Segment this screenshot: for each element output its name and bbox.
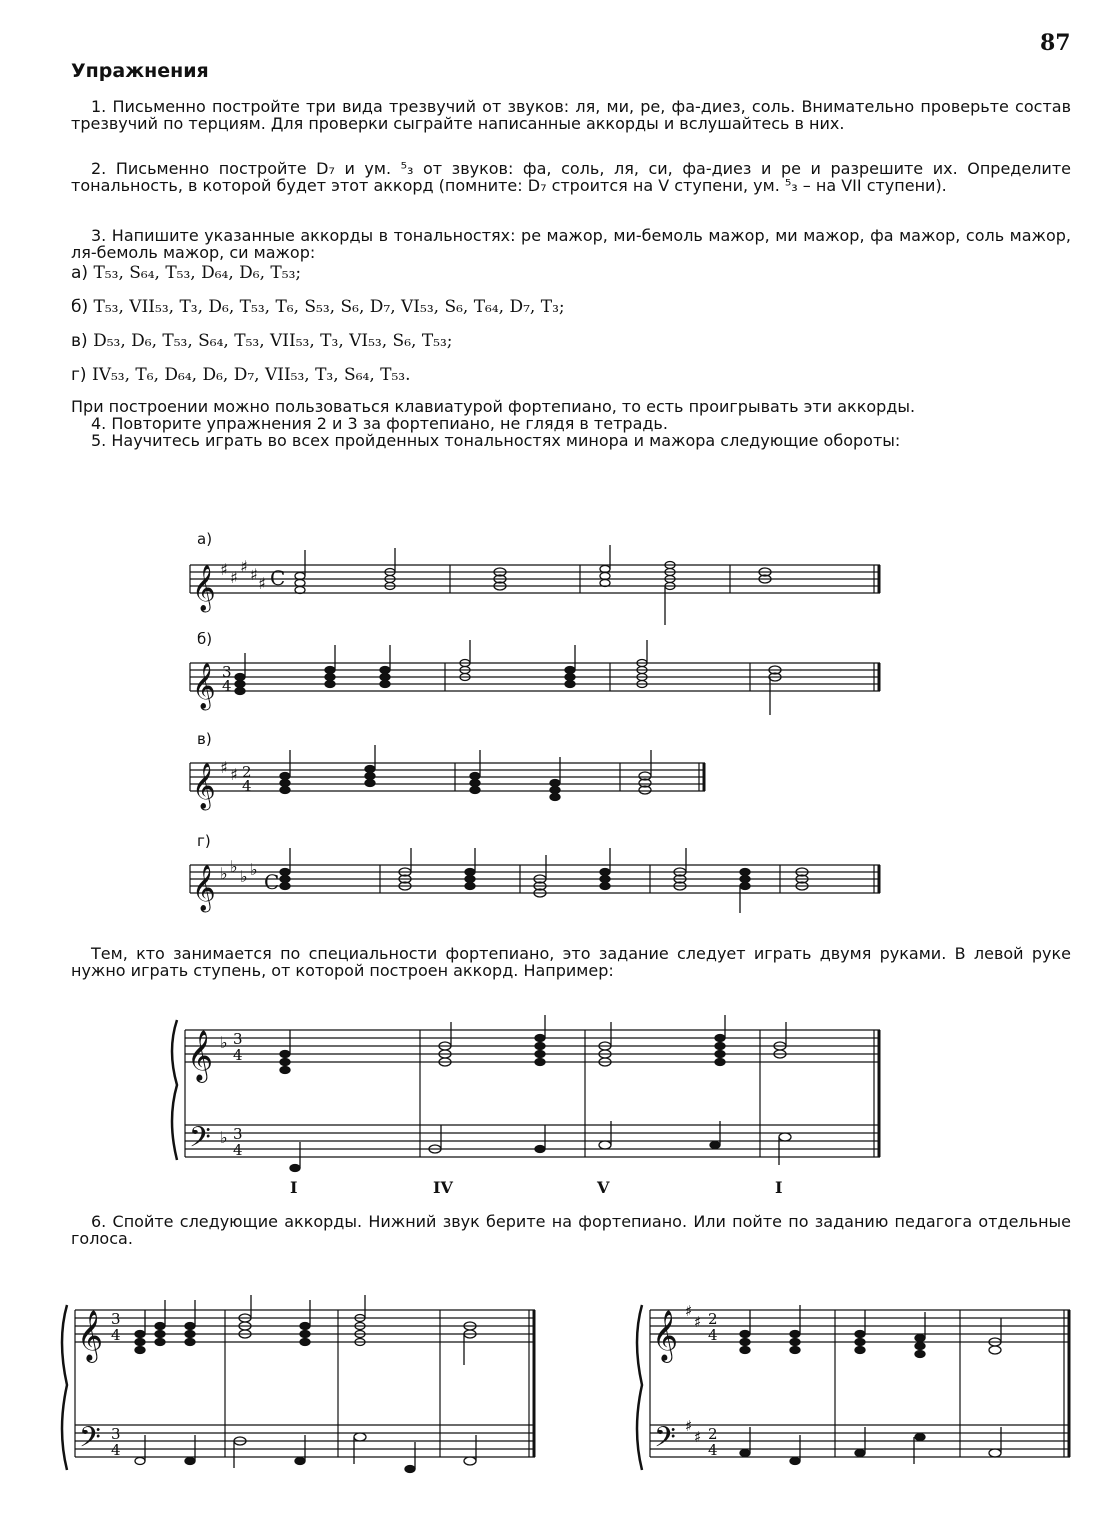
- chord-row-label: б): [71, 297, 89, 317]
- time-signature: 4: [233, 1046, 243, 1064]
- page-number: 87: [1040, 30, 1071, 56]
- treble-clef-icon: 𝄞: [192, 865, 216, 911]
- degree-label: V: [597, 1178, 610, 1197]
- treble-clef-icon: 𝄞: [192, 565, 216, 611]
- time-signature: 3: [222, 663, 232, 681]
- flat-icon: ♭: [220, 1128, 228, 1147]
- bass-clef-icon: 𝄢: [79, 1421, 101, 1461]
- sharp-icon: ♯: [230, 568, 238, 587]
- brace-icon: [172, 1020, 177, 1160]
- section-heading: Упражнения: [71, 60, 209, 82]
- time-signature: 3: [233, 1125, 243, 1143]
- chord-notes: [235, 545, 808, 913]
- flat-icon: ♭: [230, 857, 238, 876]
- time-signature-c: C: [270, 566, 286, 590]
- time-signature-c: C: [264, 870, 280, 894]
- treble-clef-icon: 𝄞: [192, 663, 216, 709]
- time-signature: 4: [111, 1441, 121, 1459]
- chord-row-label: в): [71, 331, 88, 351]
- exercise-1: 1. Письменно постройте три вида трезвучий от звуков: ля, ми, ре, фа-диез, соль. Внимательно проверьте состав трезвучий по терциям. Для проверки сыграйте написанные аккорды и вслушайтесь в них.: [71, 97, 1071, 133]
- time-signature: 4: [708, 1441, 718, 1459]
- chord-row-v: [71, 331, 453, 351]
- sharp-icon: ♯: [685, 1417, 693, 1435]
- flat-icon: ♭: [220, 864, 228, 883]
- chord-row-chords: D₅₃, D₆, T₅₃, S₆₄, T₅₃, VII₅₃, T₃, VI₅₃, S₆, T₅₃;: [93, 331, 453, 351]
- chord-row-b: [71, 297, 565, 317]
- time-signature: 4: [111, 1326, 121, 1344]
- flat-icon: ♭: [220, 1033, 228, 1052]
- singing-notes-left: [135, 1295, 476, 1473]
- time-signature: 3: [111, 1425, 121, 1443]
- chord-row-label: а): [71, 263, 89, 283]
- keyboard-note-block: [71, 398, 1071, 449]
- exercise-3: 3. Напишите указанные аккорды в тональностях: ре мажор, ми-бемоль мажор, ми мажор, фа мажор, соль мажор, ля-бемоль мажор, си мажор:: [71, 226, 1071, 262]
- music-label-a: а): [197, 530, 213, 548]
- exercise-2-block: [71, 160, 1071, 194]
- music-label-v: в): [197, 730, 212, 748]
- music-label-b: б): [197, 630, 213, 648]
- time-signature: 3: [233, 1030, 243, 1048]
- treble-clef-icon: 𝄞: [192, 763, 216, 809]
- piano-instructions-block: [71, 945, 1071, 979]
- time-signature: 2: [708, 1425, 718, 1443]
- piano-instructions: Тем, кто занимается по специальности фортепиано, это задание следует играть двумя руками. В левой руке нужно играть ступень, от которой построен аккорд. Например:: [71, 944, 1071, 980]
- degree-label: IV: [433, 1178, 453, 1197]
- flat-icon: ♭: [240, 867, 248, 886]
- time-signature: 4: [242, 777, 252, 795]
- brace-icon: [62, 1305, 67, 1470]
- singing-example-left: [55, 1290, 540, 1490]
- chord-row-chords: T₅₃, S₆₄, T₅₃, D₆₄, D₆, T₅₃;: [93, 263, 302, 283]
- sharp-icon: ♯: [250, 565, 258, 584]
- staff-a: [190, 565, 880, 593]
- sharp-icon: ♯: [258, 574, 266, 593]
- time-signature: 4: [222, 677, 232, 695]
- sharp-icon: ♯: [685, 1302, 693, 1320]
- sharp-icon: ♯: [220, 560, 228, 579]
- time-signature: 3: [111, 1310, 121, 1328]
- keyboard-note: При построении можно пользоваться клавиатурой фортепиано, то есть проигрывать эти аккорды.: [71, 397, 916, 416]
- sharp-icon: ♯: [240, 557, 248, 576]
- staff-b: [190, 663, 880, 691]
- sharp-icon: ♯: [230, 765, 238, 784]
- sharp-icon: ♯: [694, 1313, 702, 1331]
- degree-label: I: [290, 1178, 298, 1197]
- chord-row-chords: T₅₃, VII₅₃, T₃, D₆, T₅₃, T₆, S₅₃, S₆, D₇, VI₅₃, S₆, T₆₄, D₇, T₃;: [93, 297, 565, 317]
- exercise-4: 4. Повторите упражнения 2 и 3 за фортепиано, не глядя в тетрадь.: [91, 414, 668, 433]
- exercise-3-block: [71, 227, 1071, 261]
- piano-example: [165, 1010, 885, 1180]
- chord-row-chords: IV₅₃, T₆, D₆₄, D₆, D₇, VII₅₃, T₃, S₆₄, T₅₃.: [91, 365, 411, 385]
- exercise-2: 2. Письменно постройте D₇ и ум. ⁵₃ от звуков: фа, соль, ля, си, фа-диез и ре и разрешите их. Определите тональность, в которой будет этот аккорд (помните: D₇ строится на V ступени, ум. ⁵₃ – на VII ступени).: [71, 159, 1071, 195]
- degree-label: I: [775, 1178, 783, 1197]
- treble-clef-icon: 𝄞: [77, 1310, 104, 1361]
- treble-clef-icon: 𝄞: [652, 1310, 679, 1361]
- chord-row-label: г): [71, 365, 87, 385]
- chord-row-a: [71, 263, 301, 283]
- time-signature: 2: [708, 1310, 718, 1328]
- music-label-g: г): [197, 832, 211, 850]
- bass-clef-icon: 𝄢: [189, 1121, 211, 1161]
- exercise-6: 6. Спойте следующие аккорды. Нижний звук берите на фортепиано. Или пойте по заданию педагога отдельные голоса.: [71, 1212, 1071, 1248]
- exercise-5: 5. Научитесь играть во всех пройденных тональностях минора и мажора следующие обороты:: [91, 431, 901, 450]
- exercise-6-block: [71, 1213, 1071, 1247]
- brace-icon: [637, 1305, 642, 1470]
- exercise-1-block: [71, 98, 1071, 132]
- bass-staff: [185, 1125, 880, 1157]
- singing-example-right: [630, 1290, 1075, 1490]
- treble-clef-icon: 𝄞: [187, 1030, 214, 1081]
- music-examples-a-g: [180, 545, 890, 915]
- bass-clef-icon: 𝄢: [654, 1421, 676, 1461]
- time-signature: 4: [233, 1141, 243, 1159]
- sharp-icon: ♯: [694, 1428, 702, 1446]
- staff-v: [190, 763, 705, 791]
- time-signature: 4: [708, 1326, 718, 1344]
- time-signature: 2: [242, 763, 252, 781]
- sharp-icon: ♯: [220, 758, 228, 777]
- flat-icon: ♭: [250, 860, 258, 879]
- chord-row-g: [71, 365, 411, 385]
